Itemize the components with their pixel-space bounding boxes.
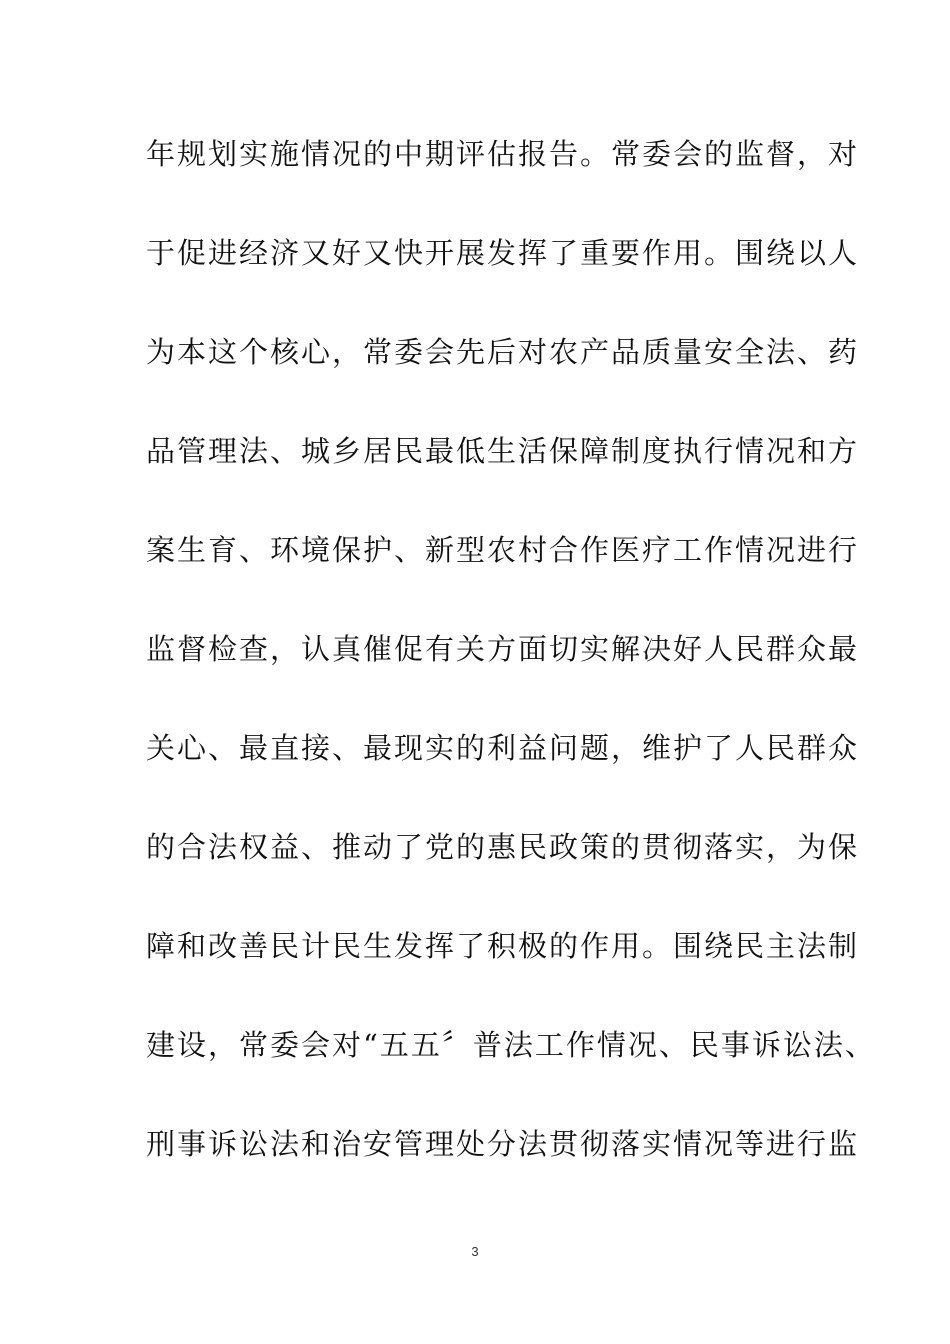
text-line: 于促进经济又好又快开展发挥了重要作用。围绕以人 xyxy=(146,236,860,270)
page-number: 3 xyxy=(471,1244,479,1259)
text-line: 案生育、环境保护、新型农村合作医疗工作情况进行 xyxy=(146,533,860,567)
body-text xyxy=(146,122,876,1211)
text-line: 年规划实施情况的中期评估报告。常委会的监督，对 xyxy=(146,137,860,171)
text-line: 障和改善民计民生发挥了积极的作用。围绕民主法制 xyxy=(146,929,860,963)
text-line: 的合法权益、推动了党的惠民政策的贯彻落实，为保 xyxy=(146,830,860,864)
text-line: 刑事诉讼法和治安管理处分法贯彻落实情况等进行监 xyxy=(146,1127,860,1161)
text-line: 建设，常委会对“五五〞普法工作情况、民事诉讼法、 xyxy=(146,1028,876,1062)
text-line: 为本这个核心，常委会先后对农产品质量安全法、药 xyxy=(146,335,860,369)
text-line: 品管理法、城乡居民最低生活保障制度执行情况和方 xyxy=(146,434,860,468)
text-line: 监督检查，认真催促有关方面切实解决好人民群众最 xyxy=(146,632,860,666)
text-line: 关心、最直接、最现实的利益问题，维护了人民群众 xyxy=(146,731,860,765)
